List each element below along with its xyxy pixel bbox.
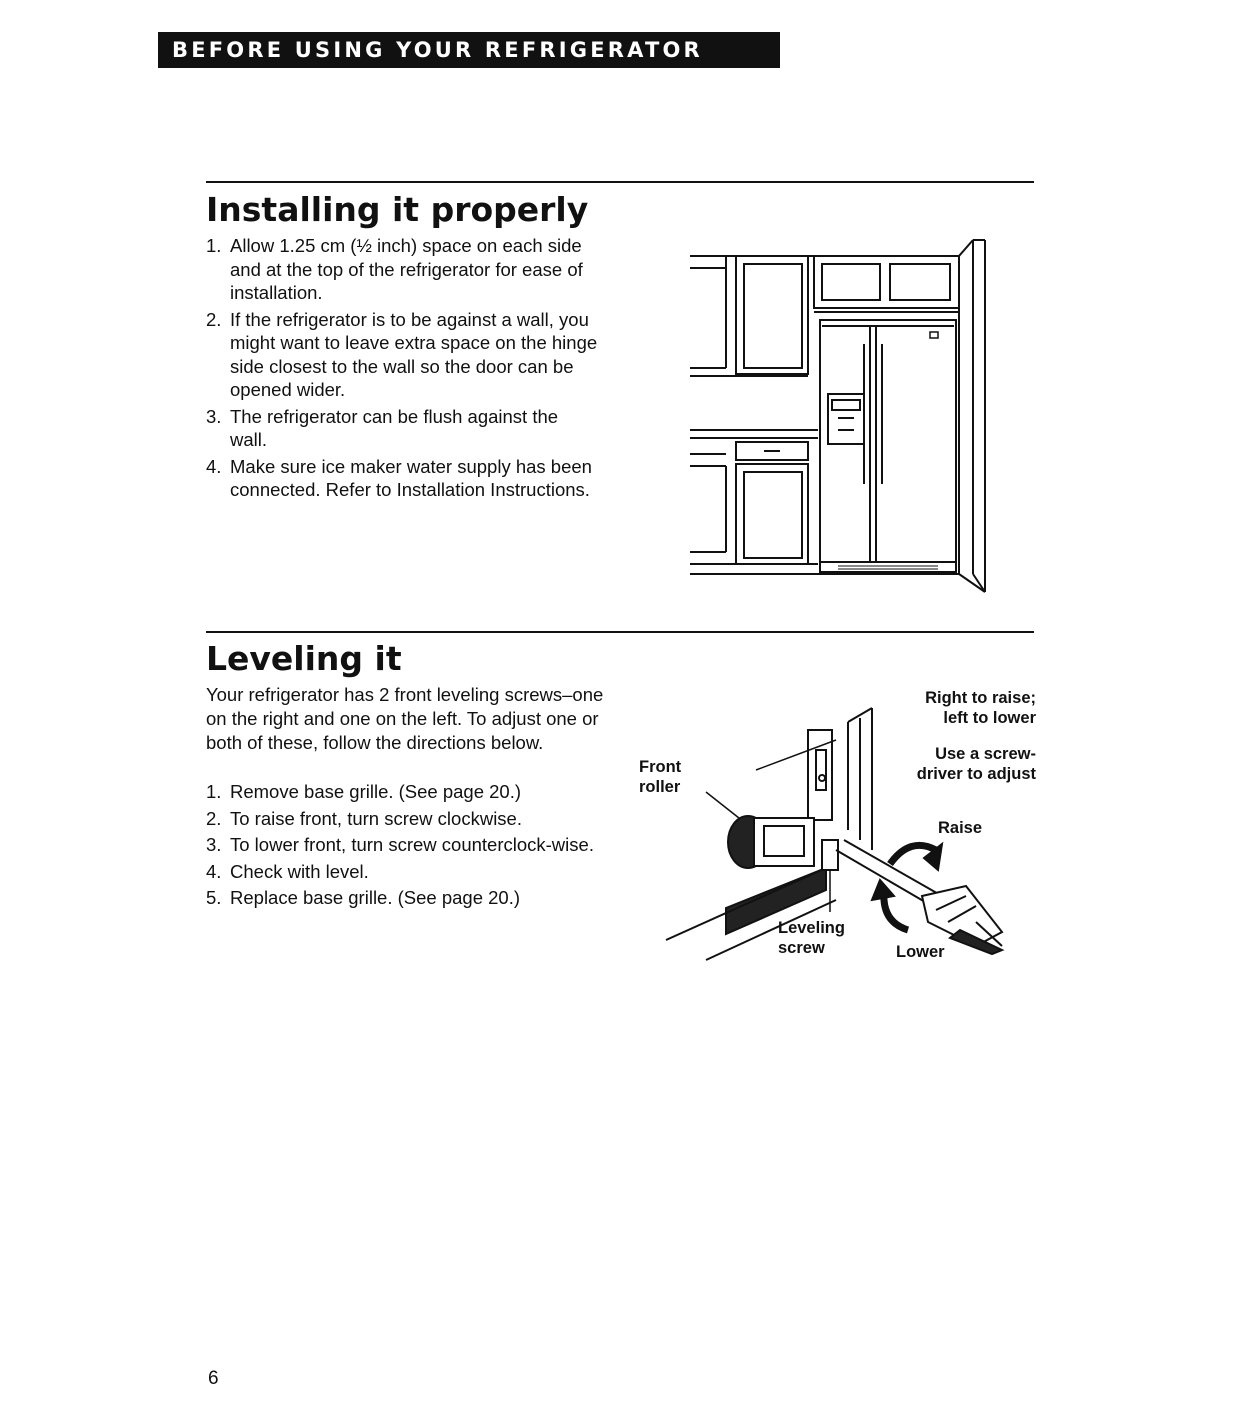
label-line: driver to adjust	[916, 765, 1036, 783]
list-item	[206, 780, 606, 804]
list-item	[206, 455, 598, 502]
step-text: To lower front, turn screw counterclock-wise.	[230, 834, 594, 855]
label-line: roller	[639, 778, 681, 796]
lower-label: Lower	[896, 943, 945, 961]
screwdriver-label	[886, 744, 1036, 784]
list-item	[206, 886, 606, 910]
step-number: 4.	[206, 860, 222, 882]
step-number: 1.	[206, 235, 222, 256]
leveling-intro: Your refrigerator has 2 front leveling screws–one on the right and one on the left. To adjust one or both of these, follow the directions below.	[206, 684, 604, 753]
step-number: 2.	[206, 807, 222, 829]
leveling-steps	[206, 780, 606, 913]
step-number: 3.	[206, 405, 222, 427]
step-number: 4.	[206, 455, 222, 477]
step-text: The refrigerator can be flush against the wall.	[230, 405, 559, 450]
step-text: Make sure ice maker water supply has been connected. Refer to Installation Instructions.	[230, 455, 592, 500]
list-item	[206, 234, 598, 305]
list-item	[206, 833, 606, 857]
label-line: Leveling	[778, 919, 845, 937]
refrigerator-installation-illustration	[688, 234, 993, 596]
section-rule-installing	[206, 181, 1034, 183]
section-banner: BEFORE USING YOUR REFRIGERATOR	[158, 32, 780, 68]
step-text: If the refrigerator is to be against a wall, you might want to leave extra space on the hinge side closest to the wall so the door can be opened wider.	[230, 308, 598, 400]
step-text: Check with level.	[230, 860, 369, 882]
list-item	[206, 807, 606, 831]
list-item	[206, 405, 598, 452]
label-line: screw	[778, 939, 825, 957]
step-text: Replace base grille. (See page 20.)	[230, 887, 521, 908]
front-roller-label	[639, 757, 681, 797]
step-number: 5.	[206, 887, 222, 908]
step-number: 1.	[206, 781, 222, 802]
step-text: Allow 1.25 cm (½ inch) space on each side and at the top of the refrigerator for ease of installation.	[230, 235, 583, 303]
list-item	[206, 860, 606, 884]
right-to-raise-label	[886, 688, 1036, 728]
installing-steps	[206, 234, 598, 505]
label-line: Use a screw-	[935, 745, 1036, 763]
list-item	[206, 308, 598, 402]
step-text: To raise front, turn screw clockwise.	[230, 807, 522, 829]
step-number: 2.	[206, 308, 222, 330]
step-number: 3.	[206, 834, 222, 855]
label-line: Front	[639, 758, 682, 776]
raise-label: Raise	[938, 819, 983, 837]
label-line: left to lower	[943, 709, 1036, 727]
installing-title: Installing it properly	[206, 190, 589, 229]
step-text: Remove base grille. (See page 20.)	[230, 781, 522, 802]
section-rule-leveling	[206, 631, 1034, 633]
leveling-title: Leveling it	[206, 639, 402, 678]
leveling-screw-label	[778, 918, 845, 958]
label-line: Right to raise;	[925, 689, 1036, 707]
page-number: 6	[208, 1368, 219, 1389]
